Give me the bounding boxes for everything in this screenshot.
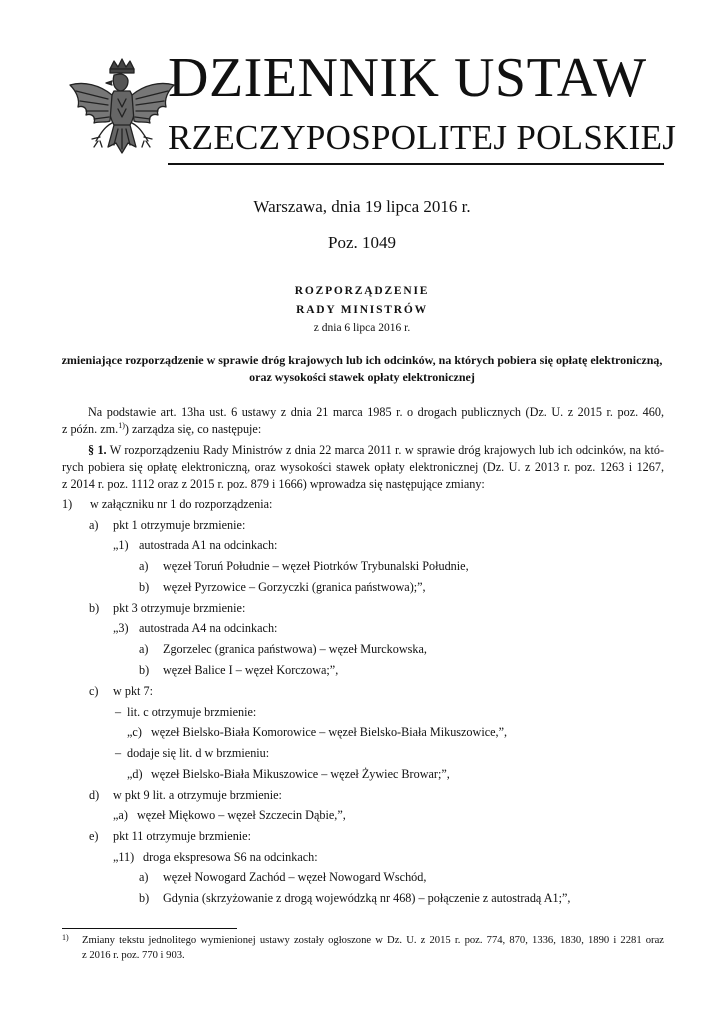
list-label: „3) <box>113 621 129 635</box>
footnote-ref: 1) <box>118 420 125 430</box>
dash-label: – <box>115 705 122 719</box>
act-issuer: RADY MINISTRÓW <box>296 304 428 316</box>
section-line <box>62 442 664 459</box>
position-number: Poz. 1049 <box>328 233 396 252</box>
section-mark: § 1. <box>88 443 107 457</box>
list-label: „d) <box>127 767 143 781</box>
list-label: „1) <box>113 538 129 552</box>
preamble <box>62 404 664 438</box>
section-1 <box>62 442 664 493</box>
list-label: b) <box>139 580 150 594</box>
list-text: węzeł Miękowo – węzeł Szczecin Dąbie,”, <box>137 808 346 822</box>
list-label: b) <box>89 601 100 615</box>
list-text: węzeł Nowogard Zachód – węzeł Nowogard Wschód, <box>163 870 427 884</box>
journal-subtitle: RZECZYPOSPOLITEJ POLSKIEJ <box>168 118 677 157</box>
masthead-rule <box>168 163 664 165</box>
act-subject-line: oraz wysokości stawek opłaty elektronicznej <box>249 370 475 384</box>
list-text: w pkt 7: <box>113 684 153 698</box>
list-label: 1) <box>62 497 73 511</box>
journal-title: DZIENNIK USTAW <box>168 47 647 109</box>
list-text: węzeł Balice I – węzeł Korczowa;”, <box>163 663 339 677</box>
list-label: „11) <box>113 850 135 864</box>
footnote <box>62 933 664 963</box>
dateline: Warszawa, dnia 19 lipca 2016 r. <box>253 197 471 216</box>
list-label: b) <box>139 891 150 905</box>
list-text: węzeł Pyrzowice – Gorzyczki (granica państwowa);”, <box>163 580 426 594</box>
list-text: Zgorzelec (granica państwowa) – węzeł Murckowska, <box>163 642 427 656</box>
dash-label: – <box>115 746 122 760</box>
act-date: z dnia 6 lipca 2016 r. <box>313 322 411 334</box>
preamble-line <box>62 421 664 438</box>
list-text: w pkt 9 lit. a otrzymuje brzmienie: <box>113 788 282 802</box>
list-label: „c) <box>127 725 142 739</box>
list-label: c) <box>89 684 99 698</box>
list-text: węzeł Bielsko-Biała Mikuszowice – węzeł Żywiec Browar;”, <box>151 767 450 781</box>
list-text: pkt 3 otrzymuje brzmienie: <box>113 601 246 615</box>
list-label: b) <box>139 663 150 677</box>
list-text: pkt 1 otrzymuje brzmienie: <box>113 518 246 532</box>
list-text: Gdynia (skrzyżowanie z drogą wojewódzką nr 468) – połączenie z autostradą A1;”, <box>163 891 571 905</box>
section-line: rych pobiera się opłatę elektroniczną, oraz wysokości stawek opłaty elektronicznej (Dz. U. z 2013 r. poz. 1263 i 1267, <box>62 460 664 474</box>
section-line: z 2014 r. poz. 1112 oraz z 2015 r. poz. 879 i 1666) wprowadza się następujące zmiany: <box>62 477 485 491</box>
footnote-line: z 2016 r. poz. 770 i 903. <box>82 950 185 961</box>
list-text: pkt 11 otrzymuje brzmienie: <box>113 829 251 843</box>
act-type: ROZPORZĄDZENIE <box>294 285 430 297</box>
list-label: „a) <box>113 808 128 822</box>
act-subject-line: zmieniające rozporządzenie w sprawie dróg krajowych lub ich odcinków, na których pobiera się opłatę elektroniczną, <box>61 353 663 367</box>
preamble-text: z późn. zm. <box>62 422 119 436</box>
list-text: autostrada A4 na odcinkach: <box>139 621 278 635</box>
list-label: a) <box>139 870 149 884</box>
list-label: e) <box>89 829 99 843</box>
section-text: W rozporządzeniu Rady Ministrów z dnia 22 marca 2011 r. w sprawie dróg krajowych lub ich odcinków, na któ- <box>106 443 665 457</box>
footnote-mark: 1) <box>62 933 69 942</box>
list-label: d) <box>89 788 100 802</box>
list-label: a) <box>139 559 149 573</box>
footnote-rule <box>62 928 237 929</box>
list-text: w załączniku nr 1 do rozporządzenia: <box>90 497 273 511</box>
list-text: lit. c otrzymuje brzmienie: <box>127 705 257 719</box>
list-text: autostrada A1 na odcinkach: <box>139 538 278 552</box>
footnote-line: Zmiany tekstu jednolitego wymienionej ustawy zostały ogłoszone w Dz. U. z 2015 r. poz. 774, 870, 1336, 1830, 1890 i 2281 oraz <box>82 935 664 946</box>
list-text: droga ekspresowa S6 na odcinkach: <box>143 850 318 864</box>
list-label: a) <box>139 642 149 656</box>
list-text: węzeł Bielsko-Biała Komorowice – węzeł Bielsko-Biała Mikuszowice,”, <box>151 725 508 739</box>
preamble-text: ) zarządza się, co następuje: <box>124 422 262 436</box>
list-text: węzeł Toruń Południe – węzeł Piotrków Trybunalski Południe, <box>163 559 469 573</box>
act-subject <box>0 352 724 386</box>
list-text: dodaje się lit. d w brzmieniu: <box>127 746 270 760</box>
list-label: a) <box>89 518 99 532</box>
footnote-text <box>62 933 664 963</box>
polish-eagle-emblem-icon <box>62 55 182 173</box>
preamble-line: Na podstawie art. 13ha ust. 6 ustawy z dnia 21 marca 1985 r. o drogach publicznych (Dz. U. z 2015 r. poz. 460, <box>88 405 664 419</box>
